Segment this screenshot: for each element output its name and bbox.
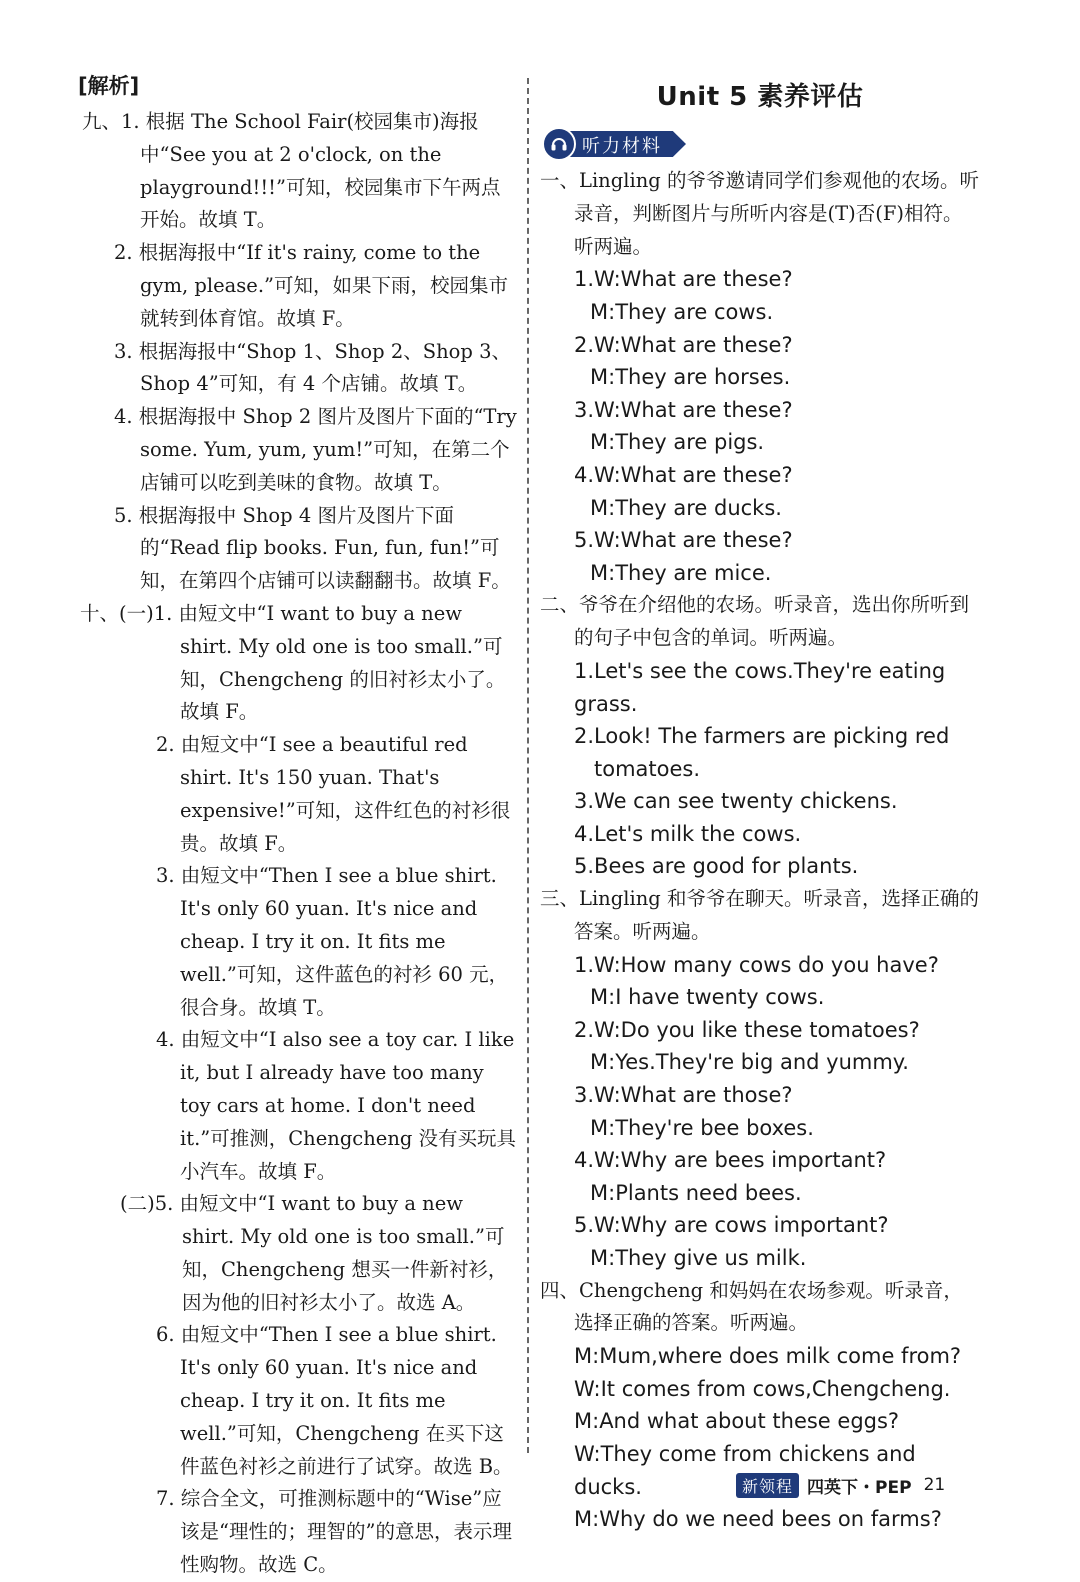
dialogue-line: M:Why do we need bees on farms? xyxy=(574,1507,942,1532)
analysis-item: 2. 由短文中“I see a beautiful red shirt. It's 150 yuan. That's expensive!”可知，这件红色的衬衫很贵。故填 F。 xyxy=(156,733,511,855)
dialogue-line: 1.W:How many cows do you have? xyxy=(574,952,939,977)
dialogue-line: 5.W:What are these? xyxy=(574,528,793,553)
dialogue-line: 4.W:What are these? xyxy=(574,462,793,487)
listening-banner xyxy=(542,127,690,161)
dialogue-line: M:Yes.They're big and yummy. xyxy=(590,1050,909,1075)
dialogue-line: M:They give us milk. xyxy=(590,1246,807,1271)
section-heading: 四、Chengcheng 和妈妈在农场参观。听录音，选择正确的答案。听两遍。 xyxy=(540,1278,963,1335)
dialogue-line: M:And what about these eggs? xyxy=(574,1409,900,1434)
dialogue-line: 2.W:What are these? xyxy=(574,332,793,357)
dialogue-line: W:It comes from cows,Chengcheng. xyxy=(574,1376,951,1401)
dialogue-line: 2.W:Do you like these tomatoes? xyxy=(574,1017,920,1042)
page-number: 21 xyxy=(923,1475,946,1495)
dialogue-line: 5.W:Why are cows important? xyxy=(574,1213,889,1238)
dialogue-line: M:They are mice. xyxy=(590,560,772,585)
dialogue-line: M:They are horses. xyxy=(590,365,791,390)
brand-logo: 新领程 xyxy=(736,1473,799,1498)
analysis-item: 十、(一)1. 由短文中“I want to buy a new shirt. My old one is too small.”可知，Chengcheng 的旧衬衫太小了。故填 F。 xyxy=(80,601,506,724)
analysis-item: (二)5. 由短文中“I want to buy a new shirt. My old one is too small.”可知，Chengcheng 想买一件新衬衫，因为他的旧衬衫太小了。故选 A。 xyxy=(120,1192,508,1314)
dialogue-line: 3.W:What are those? xyxy=(574,1083,793,1108)
banner-label: 听力材料 xyxy=(582,136,662,157)
listening-column xyxy=(540,70,980,1536)
dialogue-line: M:They're bee boxes. xyxy=(590,1115,814,1140)
analysis-item: 九、1. 根据 The School Fair(校园集市)海报中“See you at 2 o'clock, on the playground!!!”可知，校园集市下午两点开始。故填 T。 xyxy=(82,110,501,232)
dialogue-line: M:They are ducks. xyxy=(590,495,782,520)
analysis-item: 4. 根据海报中 Shop 2 图片及图片下面的“Try some. Yum, yum, yum!”可知，在第二个店铺可以吃到美味的食物。故填 T。 xyxy=(114,405,517,494)
unit-title: Unit 5 素养评估 xyxy=(656,82,864,112)
dialogue-line: M:Mum,where does milk come from? xyxy=(574,1344,962,1369)
dialogue-line: 3.W:What are these? xyxy=(574,397,793,422)
dialogue-line: 4.W:Why are bees important? xyxy=(574,1148,887,1173)
dialogue-line: M:Plants need bees. xyxy=(590,1180,802,1205)
dialogue-line: 1.W:What are these? xyxy=(574,267,793,292)
analysis-item: 3. 由短文中“Then I see a blue shirt. It's only 60 yuan. It's nice and cheap. I try it on. It fits me well.”可知，这件蓝色的衬衫 60 元，很合身。故填 T。 xyxy=(156,864,509,1019)
column-divider xyxy=(527,78,529,1453)
sentence-line: tomatoes. xyxy=(594,756,701,781)
section-heading: 一、Lingling 的爷爷邀请同学们参观他的农场。听录音，判断图片与所听内容是(T)否(F)相符。听两遍。 xyxy=(540,169,979,258)
sentence-line: 2.Look! The farmers are picking red xyxy=(574,724,950,749)
dialogue-line: W:They come from chickens and ducks. xyxy=(574,1441,916,1499)
sentence-line: 3.We can see twenty chickens. xyxy=(574,789,898,814)
dialogue-line: M:I have twenty cows. xyxy=(590,985,825,1010)
analysis-tag: [解析] xyxy=(78,74,140,98)
analysis-column xyxy=(78,70,518,1582)
page-footer xyxy=(736,1472,945,1498)
dialogue-line: M:They are cows. xyxy=(590,299,774,324)
sentence-line: 5.Bees are good for plants. xyxy=(574,854,859,879)
analysis-item: 4. 由短文中“I also see a toy car. I like it, but I already have too many toy cars at home. I don't need it.”可推测，Chengcheng 没有买玩具小汽车。故填 F。 xyxy=(156,1028,517,1183)
analysis-item: 6. 由短文中“Then I see a blue shirt. It's only 60 yuan. It's nice and cheap. I try it on. It fits me well.”可知，Chengcheng 在买下这件蓝色衬衫之前进行了试穿。故选 B。 xyxy=(156,1323,513,1478)
sentence-line: 1.Let's see the cows.They're eating grass. xyxy=(574,658,946,716)
dialogue-line: M:They are pigs. xyxy=(590,430,765,455)
section-heading: 二、爷爷在介绍他的农场。听录音，选出你所听到的句子中包含的单词。听两遍。 xyxy=(540,593,970,650)
analysis-item: 3. 根据海报中“Shop 1、Shop 2、Shop 3、Shop 4”可知，有 4 个店铺。故填 T。 xyxy=(114,339,512,396)
analysis-item: 7. 综合全文，可推测标题中的“Wise”应该是“理性的；理智的”的意思，表示理性购物。故选 C。 xyxy=(156,1487,512,1577)
headphones-icon xyxy=(542,127,576,161)
book-label: 四英下・PEP xyxy=(807,1477,912,1498)
analysis-item: 5. 根据海报中 Shop 4 图片及图片下面的“Read flip books. Fun, fun, fun!”可知，在第四个店铺可以读翻翻书。故填 F。 xyxy=(114,503,511,593)
sentence-line: 4.Let's milk the cows. xyxy=(574,821,802,846)
section-heading: 三、Lingling 和爷爷在聊天。听录音，选择正确的答案。听两遍。 xyxy=(540,887,979,943)
analysis-item: 2. 根据海报中“If it's rainy, come to the gym, please.”可知，如果下雨，校园集市就转到体育馆。故填 F。 xyxy=(114,241,508,330)
